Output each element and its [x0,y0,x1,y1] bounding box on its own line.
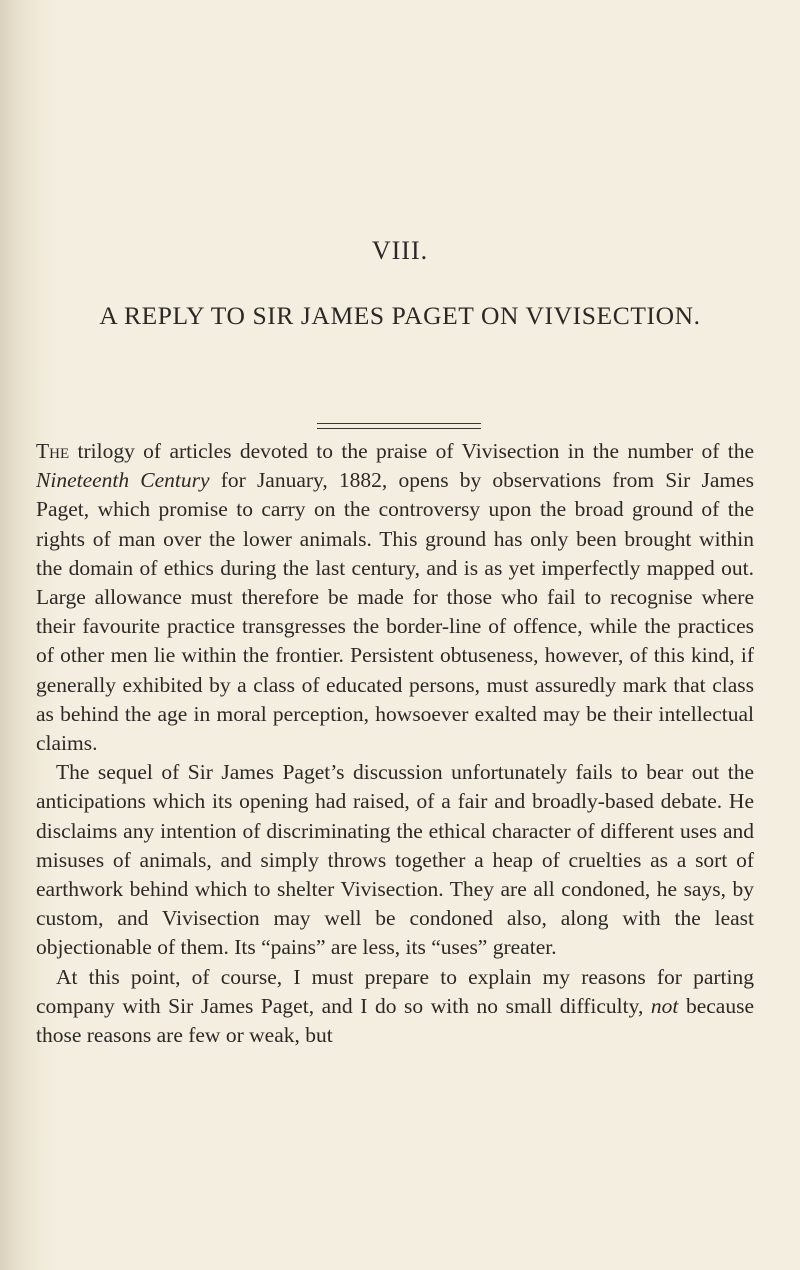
body-text [36,437,754,1050]
paragraph-3-text-a: At this point, of course, I must prepare to explain my reasons for parting company with Sir James Paget, and I do so with no small difficulty, [36,964,754,1018]
paragraph-2: The sequel of Sir James Paget’s discussion unfortunately fails to bear out the anticipations which its opening had raised, of a fair and broadly-based debate. He disclaims any intention of discriminating the ethical character of different uses and misuses of animals, and simply throws together a heap of cruelties as a sort of earthwork behind which to shelter Vivisection. They are all condoned, he says, by custom, and Vivisection may well be condoned also, along with the least objectionable of them. Its “pains” are less, its “uses” greater. [36,760,754,960]
chapter-number: VIII. [371,236,429,265]
title-rule-top [317,423,481,424]
chapter-title: A REPLY TO SIR JAMES PAGET ON VIVISECTION. [99,301,701,330]
paragraph-1 [36,437,754,758]
paragraph-1-text-b: for January, 1882, opens by observations from Sir James Paget, which promise to carry on the controversy upon the broad ground of the rights of man over the lower animals. This ground has only been brought within the domain of ethics during the last century, and is as yet imperfectly mapped out. Large allowance must therefore be made for those who fail to recognise where their favourite practice transgresses the border-line of offence, while the practices of other men lie within the frontier. Persistent obtuseness, however, of this kind, if generally exhibited by a class of educated persons, must assuredly mark that class as behind the age in moral perception, howsoever exalted may be their intellectual claims. [36,468,755,756]
title-rule-bottom [317,428,481,429]
paragraph-3-text-b: because those reasons are few or weak, but [36,993,754,1048]
paragraph-1-lead-word: The [36,439,70,463]
paragraph-1-italic-title: Nineteenth Century [36,468,210,493]
paragraph-1-text-a: trilogy of articles devoted to the praise of Vivisection in the number of the [69,439,754,463]
paragraph-3 [36,963,754,1051]
paragraph-3-italic-word: not [650,993,679,1018]
